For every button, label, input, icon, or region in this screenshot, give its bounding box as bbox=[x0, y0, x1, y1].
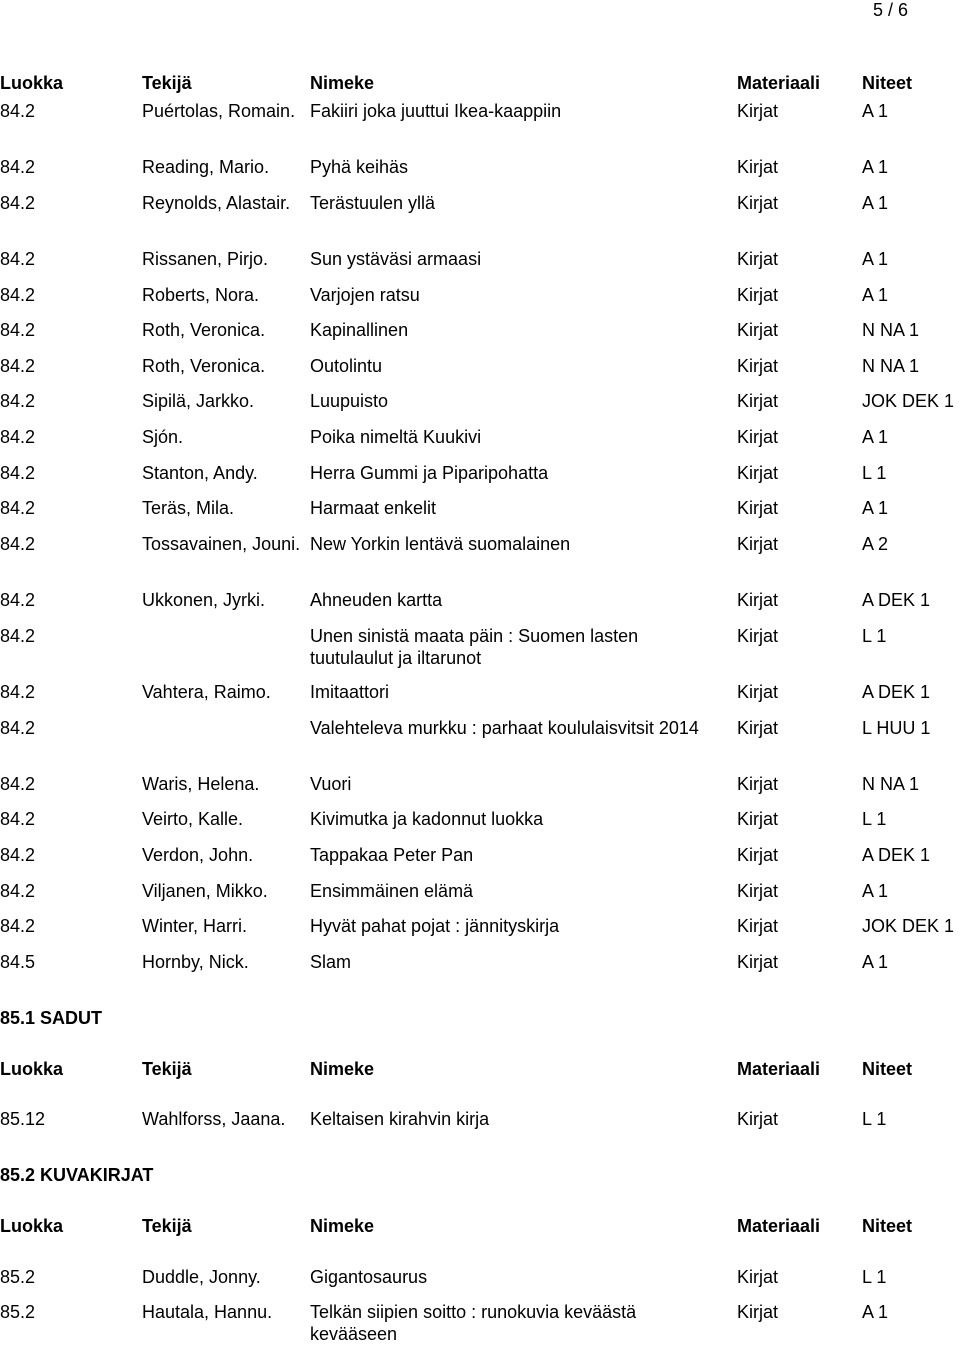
cell-nimeke: Herra Gummi ja Piparipohatta bbox=[310, 463, 549, 483]
cell-nimeke: Valehteleva murkku : parhaat koululaisvitsit 2014 bbox=[310, 718, 699, 738]
cell-tekija: Vahtera, Raimo. bbox=[142, 682, 271, 702]
cell-niteet: L 1 bbox=[862, 1267, 887, 1287]
cell-niteet: A 1 bbox=[862, 101, 889, 121]
header-nimeke: Nimeke bbox=[310, 73, 375, 93]
cell-niteet: A 1 bbox=[862, 249, 889, 269]
cell-niteet: A DEK 1 bbox=[862, 590, 931, 610]
cell-niteet: N NA 1 bbox=[862, 356, 920, 376]
cell-luokka: 84.2 bbox=[0, 718, 36, 738]
cell-materiaali: Kirjat bbox=[737, 809, 779, 829]
cell-materiaali: Kirjat bbox=[737, 356, 779, 376]
cell-materiaali: Kirjat bbox=[737, 590, 779, 610]
cell-nimeke: Fakiiri joka juuttui Ikea-kaappiin bbox=[310, 101, 562, 121]
cell-materiaali: Kirjat bbox=[737, 1267, 779, 1287]
cell-luokka: 84.2 bbox=[0, 682, 36, 702]
cell-nimeke: Varjojen ratsu bbox=[310, 285, 420, 305]
cell-materiaali: Kirjat bbox=[737, 498, 779, 518]
cell-tekija: Puértolas, Romain. bbox=[142, 101, 296, 121]
cell-luokka: 84.2 bbox=[0, 881, 36, 901]
cell-nimeke: Pyhä keihäs bbox=[310, 157, 409, 177]
cell-tekija: Ukkonen, Jyrki. bbox=[142, 590, 266, 610]
cell-luokka: 84.2 bbox=[0, 463, 36, 483]
cell-materiaali: Kirjat bbox=[737, 952, 779, 972]
header-luokka: Luokka bbox=[0, 1059, 64, 1079]
cell-tekija: Wahlforss, Jaana. bbox=[142, 1109, 286, 1129]
cell-niteet: A 1 bbox=[862, 427, 889, 447]
cell-nimeke: Poika nimeltä Kuukivi bbox=[310, 427, 482, 447]
cell-nimeke: Tappakaa Peter Pan bbox=[310, 845, 474, 865]
cell-nimeke: Kivimutka ja kadonnut luokka bbox=[310, 809, 544, 829]
header-luokka: Luokka bbox=[0, 73, 64, 93]
cell-tekija: Reynolds, Alastair. bbox=[142, 193, 291, 213]
cell-luokka: 84.2 bbox=[0, 809, 36, 829]
cell-niteet: L 1 bbox=[862, 809, 887, 829]
cell-materiaali: Kirjat bbox=[737, 1109, 779, 1129]
cell-luokka: 84.2 bbox=[0, 285, 36, 305]
cell-nimeke: Keltaisen kirahvin kirja bbox=[310, 1109, 490, 1129]
cell-nimeke: Sun ystäväsi armaasi bbox=[310, 249, 482, 269]
cell-materiaali: Kirjat bbox=[737, 916, 779, 936]
cell-materiaali: Kirjat bbox=[737, 845, 779, 865]
cell-materiaali: Kirjat bbox=[737, 193, 779, 213]
cell-nimeke: Imitaattori bbox=[310, 682, 390, 702]
cell-niteet: A 1 bbox=[862, 193, 889, 213]
cell-luokka: 84.2 bbox=[0, 249, 36, 269]
header-niteet: Niteet bbox=[862, 1059, 913, 1079]
cell-tekija: Roth, Veronica. bbox=[142, 320, 266, 340]
cell-materiaali: Kirjat bbox=[737, 285, 779, 305]
page-number: 5 / 6 bbox=[872, 0, 908, 20]
cell-materiaali: Kirjat bbox=[737, 534, 779, 554]
cell-niteet: A 1 bbox=[862, 157, 889, 177]
cell-niteet: A 1 bbox=[862, 952, 889, 972]
cell-luokka: 84.2 bbox=[0, 590, 36, 610]
cell-nimeke: Unen sinistä maata päin : Suomen lasten tuutulaulut ja iltarunot bbox=[310, 626, 639, 668]
cell-nimeke: Telkän siipien soitto : runokuvia keväästä kevääseen bbox=[310, 1302, 637, 1344]
cell-luokka: 85.2 bbox=[0, 1302, 36, 1322]
cell-luokka: 84.2 bbox=[0, 845, 36, 865]
cell-nimeke: Slam bbox=[310, 952, 352, 972]
cell-niteet: N NA 1 bbox=[862, 320, 920, 340]
cell-niteet: L 1 bbox=[862, 463, 887, 483]
cell-luokka: 84.2 bbox=[0, 498, 36, 518]
header-nimeke: Nimeke bbox=[310, 1059, 375, 1079]
cell-niteet: N NA 1 bbox=[862, 774, 920, 794]
header-materiaali: Materiaali bbox=[737, 1059, 821, 1079]
cell-materiaali: Kirjat bbox=[737, 881, 779, 901]
cell-luokka: 84.2 bbox=[0, 193, 36, 213]
cell-luokka: 84.2 bbox=[0, 427, 36, 447]
cell-luokka: 84.2 bbox=[0, 157, 36, 177]
cell-tekija: Hornby, Nick. bbox=[142, 952, 249, 972]
cell-nimeke: Luupuisto bbox=[310, 391, 389, 411]
cell-tekija: Viljanen, Mikko. bbox=[142, 881, 268, 901]
cell-luokka: 84.2 bbox=[0, 391, 36, 411]
cell-niteet: A 2 bbox=[862, 534, 889, 554]
cell-nimeke: Hyvät pahat pojat : jännityskirja bbox=[310, 916, 560, 936]
cell-nimeke: Vuori bbox=[310, 774, 352, 794]
cell-materiaali: Kirjat bbox=[737, 320, 779, 340]
header-tekija: Tekijä bbox=[142, 1216, 192, 1236]
cell-niteet: A DEK 1 bbox=[862, 845, 931, 865]
cell-luokka: 84.5 bbox=[0, 952, 36, 972]
cell-nimeke: Kapinallinen bbox=[310, 320, 409, 340]
cell-materiaali: Kirjat bbox=[737, 427, 779, 447]
cell-niteet: L HUU 1 bbox=[862, 718, 931, 738]
cell-materiaali: Kirjat bbox=[737, 249, 779, 269]
cell-niteet: L 1 bbox=[862, 626, 887, 646]
cell-materiaali: Kirjat bbox=[737, 682, 779, 702]
cell-niteet: JOK DEK 1 bbox=[862, 391, 955, 411]
cell-tekija: Stanton, Andy. bbox=[142, 463, 258, 483]
cell-nimeke: Ahneuden kartta bbox=[310, 590, 443, 610]
cell-luokka: 84.2 bbox=[0, 774, 36, 794]
cell-materiaali: Kirjat bbox=[737, 101, 779, 121]
cell-tekija: Duddle, Jonny. bbox=[142, 1267, 261, 1287]
cell-tekija: Verdon, John. bbox=[142, 845, 254, 865]
cell-tekija: Tossavainen, Jouni. bbox=[142, 534, 301, 554]
cell-luokka: 85.2 bbox=[0, 1267, 36, 1287]
cell-materiaali: Kirjat bbox=[737, 1302, 779, 1322]
section-heading-kuvakirjat: 85.2 KUVAKIRJAT bbox=[0, 1165, 154, 1185]
cell-tekija: Reading, Mario. bbox=[142, 157, 270, 177]
cell-tekija: Sipilä, Jarkko. bbox=[142, 391, 255, 411]
cell-nimeke: Gigantosaurus bbox=[310, 1267, 428, 1287]
header-niteet: Niteet bbox=[862, 73, 913, 93]
header-tekija: Tekijä bbox=[142, 1059, 192, 1079]
cell-materiaali: Kirjat bbox=[737, 626, 779, 646]
cell-nimeke: Ensimmäinen elämä bbox=[310, 881, 474, 901]
cell-nimeke: Outolintu bbox=[310, 356, 383, 376]
cell-luokka: 84.2 bbox=[0, 356, 36, 376]
cell-nimeke: Terästuulen yllä bbox=[310, 193, 436, 213]
cell-niteet: JOK DEK 1 bbox=[862, 916, 955, 936]
cell-niteet: L 1 bbox=[862, 1109, 887, 1129]
header-niteet: Niteet bbox=[862, 1216, 913, 1236]
cell-tekija: Roth, Veronica. bbox=[142, 356, 266, 376]
cell-nimeke: New Yorkin lentävä suomalainen bbox=[310, 534, 571, 554]
cell-luokka: 84.2 bbox=[0, 916, 36, 936]
header-materiaali: Materiaali bbox=[737, 1216, 821, 1236]
cell-materiaali: Kirjat bbox=[737, 157, 779, 177]
header-luokka: Luokka bbox=[0, 1216, 64, 1236]
cell-tekija: Rissanen, Pirjo. bbox=[142, 249, 269, 269]
cell-tekija: Winter, Harri. bbox=[142, 916, 248, 936]
cell-luokka: 84.2 bbox=[0, 101, 36, 121]
section-heading-sadut: 85.1 SADUT bbox=[0, 1008, 103, 1028]
cell-niteet: A 1 bbox=[862, 881, 889, 901]
header-tekija: Tekijä bbox=[142, 73, 192, 93]
cell-luokka: 85.12 bbox=[0, 1109, 46, 1129]
cell-niteet: A 1 bbox=[862, 498, 889, 518]
cell-materiaali: Kirjat bbox=[737, 391, 779, 411]
cell-materiaali: Kirjat bbox=[737, 774, 779, 794]
cell-nimeke: Harmaat enkelit bbox=[310, 498, 437, 518]
cell-luokka: 84.2 bbox=[0, 626, 36, 646]
cell-niteet: A DEK 1 bbox=[862, 682, 931, 702]
cell-materiaali: Kirjat bbox=[737, 463, 779, 483]
cell-tekija: Veirto, Kalle. bbox=[142, 809, 244, 829]
cell-tekija: Waris, Helena. bbox=[142, 774, 260, 794]
cell-luokka: 84.2 bbox=[0, 534, 36, 554]
cell-tekija: Hautala, Hannu. bbox=[142, 1302, 273, 1322]
cell-niteet: A 1 bbox=[862, 1302, 889, 1322]
cell-niteet: A 1 bbox=[862, 285, 889, 305]
header-materiaali: Materiaali bbox=[737, 73, 821, 93]
header-nimeke: Nimeke bbox=[310, 1216, 375, 1236]
cell-tekija: Sjón. bbox=[142, 427, 184, 447]
cell-tekija: Roberts, Nora. bbox=[142, 285, 260, 305]
cell-tekija: Teräs, Mila. bbox=[142, 498, 235, 518]
cell-luokka: 84.2 bbox=[0, 320, 36, 340]
cell-materiaali: Kirjat bbox=[737, 718, 779, 738]
